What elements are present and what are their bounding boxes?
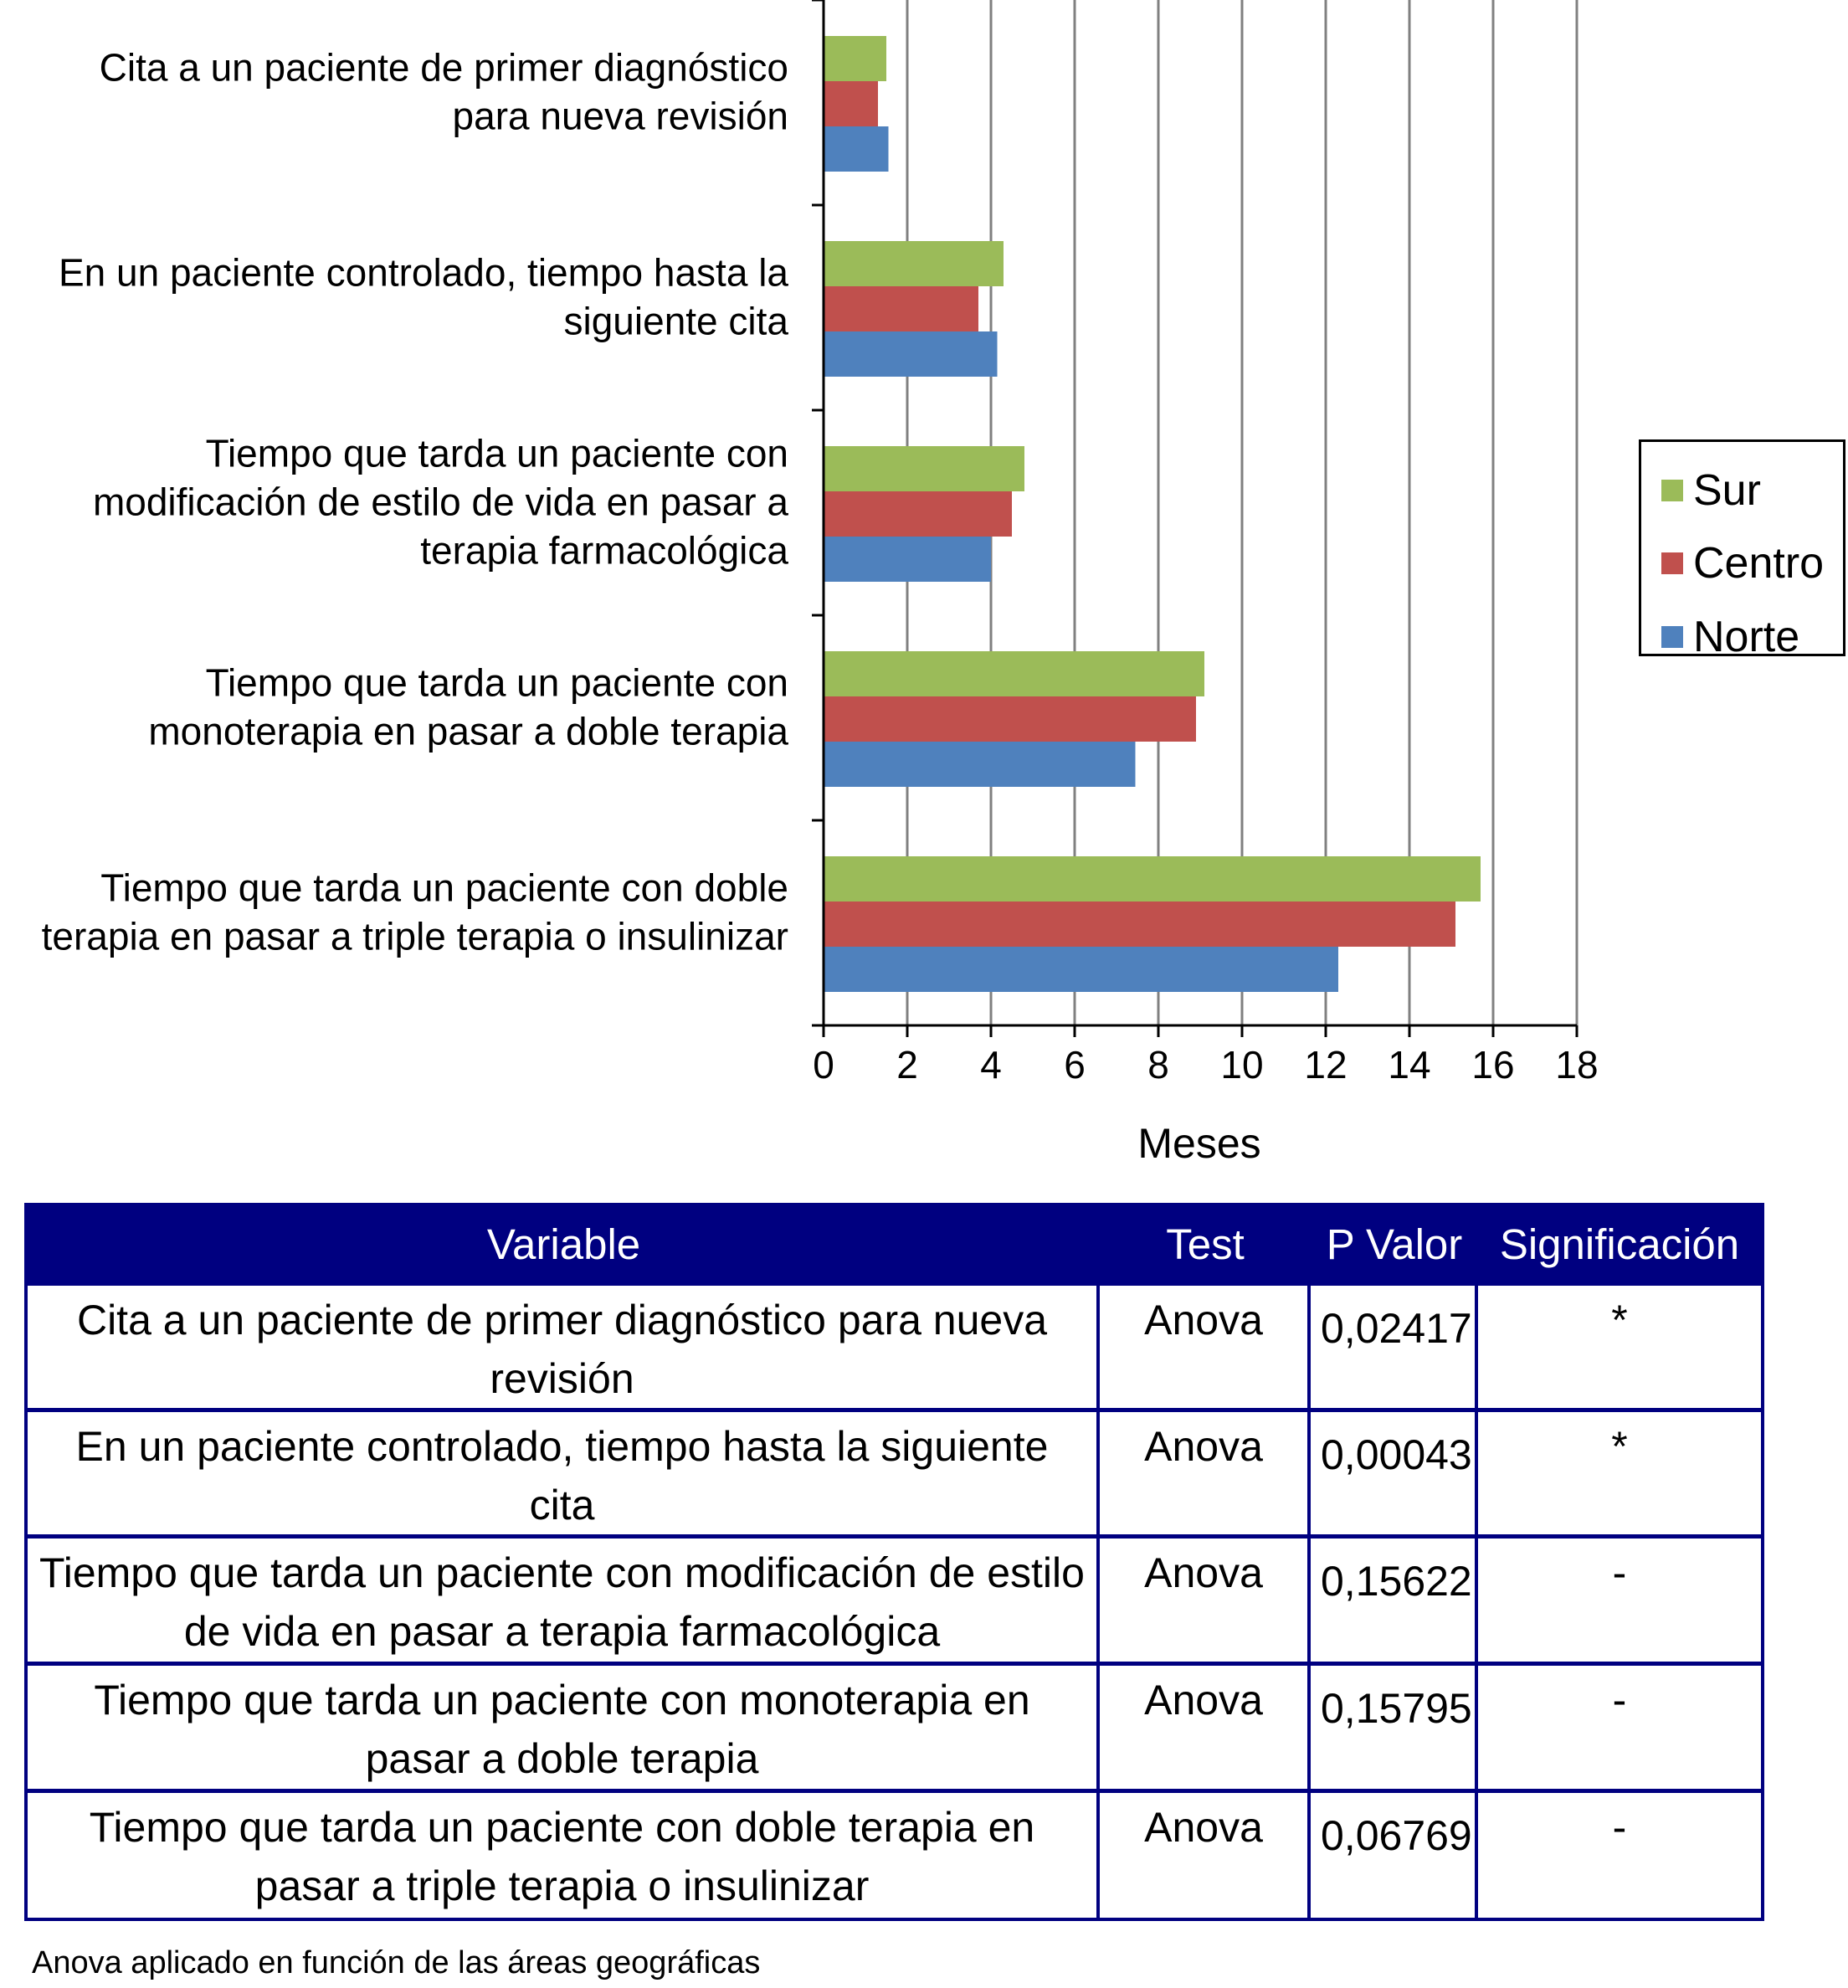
cell-variable: En un paciente controlado, tiempo hasta la siguiente cita	[28, 1412, 1096, 1534]
bar-centro	[824, 491, 1012, 537]
legend-swatch-sur	[1661, 480, 1683, 501]
cell-significacion: *	[1478, 1286, 1761, 1408]
x-tick-label: 16	[1471, 1043, 1515, 1086]
category-label: Cita a un paciente de primer diagnóstico	[99, 45, 788, 90]
category-labels	[42, 46, 789, 958]
legend-item-centro	[1661, 538, 1824, 588]
x-axis-title: Meses	[1137, 1120, 1261, 1164]
bar-centro	[824, 902, 1455, 947]
cell-significacion: -	[1478, 1793, 1761, 1918]
table-row	[28, 1412, 1761, 1534]
category-label: modificación de estilo de vida en pasar a	[92, 480, 788, 524]
x-tick-label: 0	[813, 1043, 834, 1086]
cell-significacion: -	[1478, 1666, 1761, 1789]
x-tick-label: 2	[896, 1043, 918, 1086]
x-tick-label: 8	[1147, 1043, 1169, 1086]
cell-test: Anova	[1100, 1539, 1307, 1662]
table-row	[28, 1539, 1761, 1662]
x-tick-label: 4	[980, 1043, 1002, 1086]
bar-norte	[824, 126, 889, 172]
bar-norte	[824, 947, 1338, 992]
cell-p-valor: 0,00043	[1311, 1412, 1475, 1534]
cell-variable: Cita a un paciente de primer diagnóstico para nueva revisión	[28, 1286, 1096, 1408]
x-tick-label: 14	[1388, 1043, 1431, 1086]
anova-table	[24, 1203, 1764, 1921]
x-tick-label: 6	[1064, 1043, 1086, 1086]
cell-test: Anova	[1100, 1666, 1307, 1789]
table-row	[28, 1666, 1761, 1789]
bar-sur	[824, 856, 1481, 902]
cell-variable: Tiempo que tarda un paciente con modificación de estilo de vida en pasar a terapia farmacológica	[28, 1539, 1096, 1662]
legend-label-sur: Sur	[1693, 466, 1761, 515]
x-tick-label: 12	[1304, 1043, 1348, 1086]
header-test: Test	[1166, 1220, 1245, 1268]
category-label: terapia en pasar a triple terapia o insulinizar	[41, 914, 788, 958]
legend-label-centro: Centro	[1693, 539, 1825, 588]
cell-variable: Tiempo que tarda un paciente con monoterapia en pasar a doble terapia	[28, 1666, 1096, 1789]
legend-item-sur	[1661, 465, 1761, 516]
cell-p-valor: 0,15622	[1311, 1539, 1475, 1662]
table-footnote: Anova aplicado en función de las áreas geográficas	[32, 1945, 761, 1980]
cell-significacion: -	[1478, 1539, 1761, 1662]
bar-centro	[824, 696, 1196, 742]
table-header	[28, 1206, 1761, 1282]
category-label: monoterapia en pasar a doble terapia	[148, 709, 788, 753]
bar-sur	[824, 651, 1204, 696]
table-row	[28, 1286, 1761, 1408]
bar-sur	[824, 241, 1004, 286]
header-p-valor: P Valor	[1326, 1220, 1463, 1268]
legend	[1639, 439, 1845, 661]
bar-sur	[824, 36, 886, 81]
category-label: terapia farmacológica	[420, 528, 788, 573]
cell-test: Anova	[1100, 1793, 1307, 1918]
cell-p-valor: 0,02417	[1311, 1286, 1475, 1408]
legend-label-norte: Norte	[1693, 613, 1800, 661]
bar-norte	[824, 331, 998, 377]
bars	[824, 36, 1481, 992]
x-tick-label: 10	[1220, 1043, 1264, 1086]
category-label: siguiente cita	[563, 299, 788, 343]
header-variable: Variable	[486, 1220, 641, 1268]
category-label: Tiempo que tarda un paciente con	[205, 431, 788, 475]
category-label: Tiempo que tarda un paciente con	[205, 660, 788, 705]
legend-item-norte	[1661, 612, 1799, 662]
bar-centro	[824, 81, 878, 126]
legend-swatch-centro	[1661, 552, 1683, 574]
legend-swatch-norte	[1661, 626, 1683, 648]
header-significacion: Significación	[1499, 1220, 1740, 1268]
x-tick-label: 18	[1555, 1043, 1599, 1086]
cell-test: Anova	[1100, 1412, 1307, 1534]
cell-variable: Tiempo que tarda un paciente con doble terapia en pasar a triple terapia o insulinizar	[28, 1793, 1096, 1918]
cell-test: Anova	[1100, 1286, 1307, 1408]
cell-significacion: *	[1478, 1412, 1761, 1534]
table-row	[28, 1793, 1761, 1918]
bar-norte	[824, 537, 991, 582]
cell-p-valor: 0,15795	[1311, 1666, 1475, 1789]
category-label: En un paciente controlado, tiempo hasta la	[58, 250, 788, 295]
cell-p-valor: 0,06769	[1311, 1793, 1475, 1918]
category-label: Tiempo que tarda un paciente con doble	[100, 866, 788, 910]
bar-norte	[824, 742, 1136, 787]
bar-sur	[824, 446, 1024, 491]
bar-centro	[824, 286, 978, 331]
category-label: para nueva revisión	[452, 94, 788, 138]
